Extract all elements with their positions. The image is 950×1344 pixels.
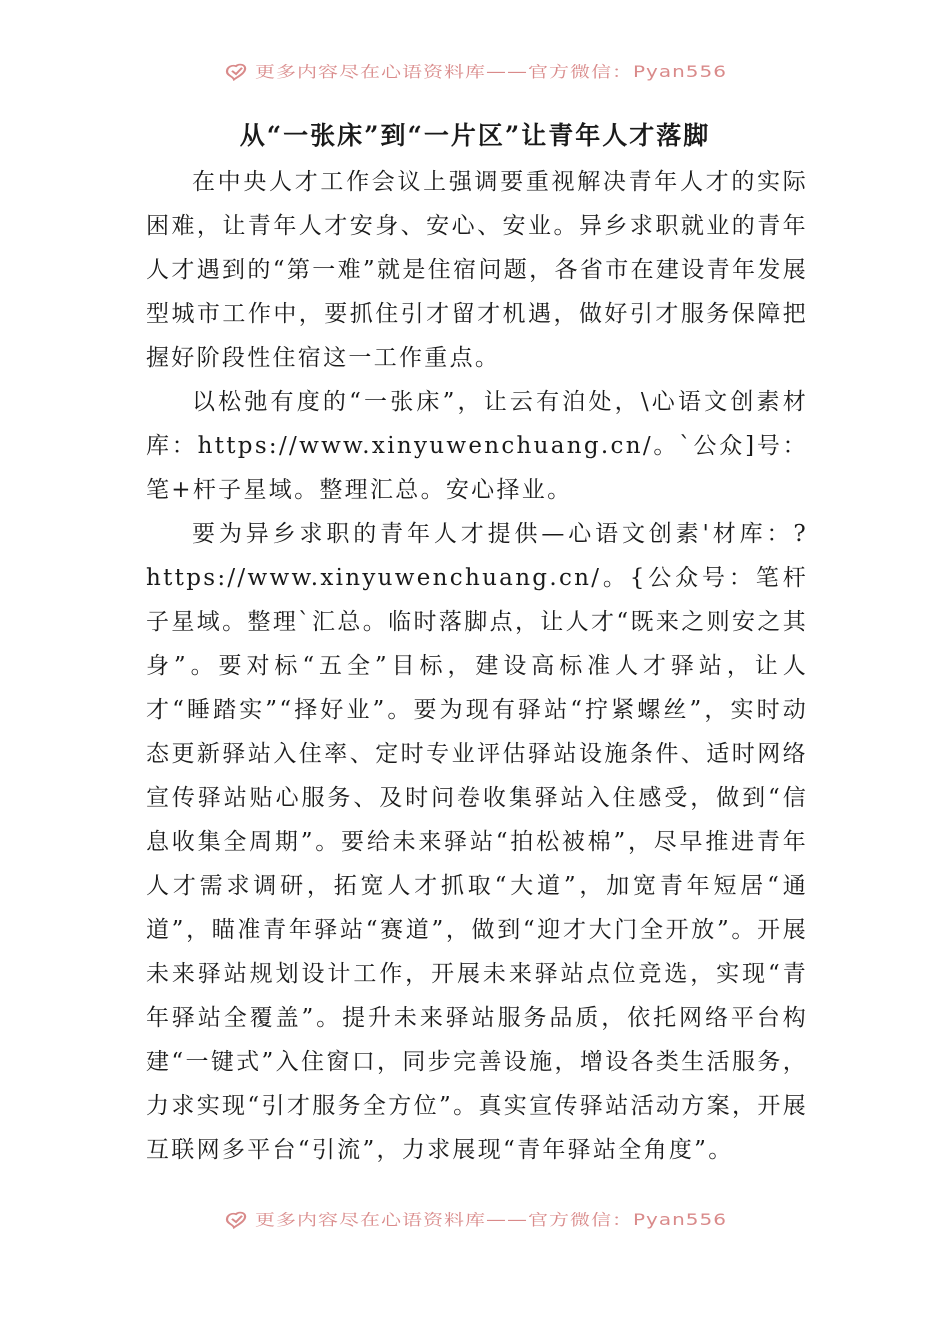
logo-icon bbox=[223, 1208, 249, 1228]
watermark-text: 更多内容尽在心语资料库——官方微信：Pyan556 bbox=[254, 1209, 727, 1229]
logo-icon bbox=[223, 60, 249, 80]
watermark-banner-top bbox=[0, 52, 950, 88]
paragraph-1: 在中央人才工作会议上强调要重视解决青年人才的实际困难，让青年人才安身、安心、安业。异乡求职就业的青年人才遇到的“第一难”就是住宿问题，各省市在建设青年发展型城市工作中，要抓住引才留才机遇，做好引才服务保障把握好阶段性住宿这一工作重点。 bbox=[146, 169, 808, 371]
paragraph-2: 以松弛有度的“一张床”，让云有泊处，\心语文创素材库：https://www.xinyuwenchuang.cn/。`公众]号：笔+杆子星域。整理汇总。安心择业。 bbox=[146, 389, 808, 503]
document-body bbox=[146, 160, 808, 1172]
document-title: 从“一张床”到“一片区”让青年人才落脚 bbox=[239, 121, 711, 150]
watermark-text: 更多内容尽在心语资料库——官方微信：Pyan556 bbox=[254, 61, 727, 81]
watermark-banner-bottom bbox=[0, 1200, 950, 1236]
paragraph-3: 要为异乡求职的青年人才提供—心语文创素'材库：?https://www.xinyuwenchuang.cn/。{公众号：笔杆子星域。整理`汇总。临时落脚点，让人才“既来之则安之其身”。要对标“五全”目标，建设高标准人才驿站，让人才“睡踏实”“择好业”。要为现有驿站“拧紧螺丝”，实时动态更新驿站入住率、定时专业评估驿站设施条件、适时网络宣传驿站贴心服务、及时问卷收集驿站入住感受，做到“信息收集全周期”。要给未来驿站“拍松被棉”，尽早推进青年人才需求调研，拓宽人才抓取“大道”，加宽青年短居“通道”，瞄准青年驿站“赛道”，做到“迎才大门全开放”。开展未来驿站规划设计工作，开展未来驿站点位竞选，实现“青年驿站全覆盖”。提升未来驿站服务品质，依托网络平台构建“一键式”入住窗口，同步完善设施，增设各类生活服务，力求实现“引才服务全方位”。真实宣传驿站活动方案，开展互联网多平台“引流”，力求展现“青年驿站全角度”。 bbox=[146, 521, 808, 1163]
